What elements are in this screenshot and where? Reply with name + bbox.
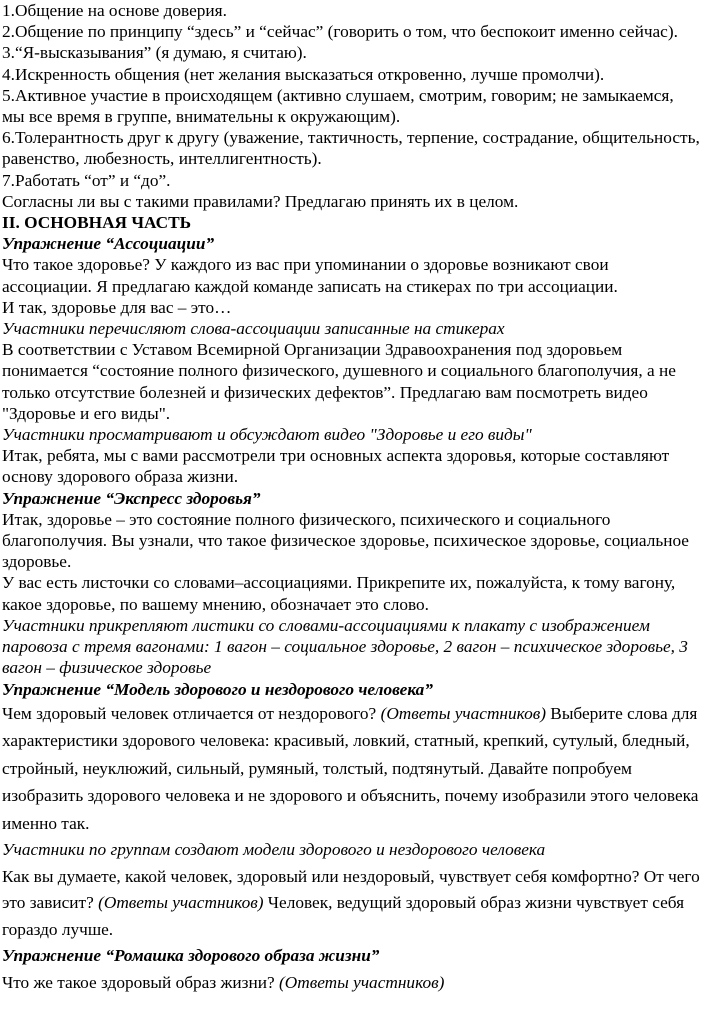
section-heading: II. ОСНОВНАЯ ЧАСТЬ <box>2 213 192 233</box>
rule-item: 4.Искренность общения (нет желания высказаться откровенно, лучше промолчи). <box>2 64 605 84</box>
paragraph <box>2 864 700 944</box>
rule-item: 5.Активное участие в происходящем (активно слушаем, смотрим, говорим; не замыкаемся, мы все время в группе, внимательны к окружающим). <box>2 85 674 127</box>
answers-note: (Ответы участников) <box>98 893 264 913</box>
rules-question: Согласны ли вы с такими правилами? Предлагаю принять их в целом. <box>2 191 519 211</box>
rules-list <box>2 0 700 191</box>
paragraph-text: Человек, ведущий здоровый образ жизни чувствует себя гораздо лучше. <box>2 893 685 939</box>
exercise-title: Упражнение “Экспресс здоровья” <box>2 488 261 508</box>
rule-item: 3.“Я-высказывания” (я думаю, я считаю). <box>2 43 307 63</box>
paragraph-text: Как вы думаете, какой человек, здоровый или нездоровый, чувствует себя комфортно? От чего это зависит? <box>2 866 700 913</box>
exercise-title: Упражнение “Модель здорового и нездорового человека” <box>2 679 433 699</box>
paragraph: Итак, ребята, мы с вами рассмотрели три основных аспекта здоровья, которые составляют основу здорового образа жизни. <box>2 446 670 487</box>
rule-item: 1.Общение на основе доверия. <box>2 1 227 20</box>
participants-note: Участники перечисляют слова-ассоциации записанные на стикерах <box>2 319 505 339</box>
answers-note: (Ответы участников) <box>380 703 546 723</box>
rule-item: 6.Толерантность друг к другу (уважение, тактичность, терпение, сострадание, общительность, равенство, любезность, интеллигентность). <box>2 128 700 169</box>
exercise-title: Упражнение “Ассоциации” <box>2 234 215 254</box>
paragraph: И так, здоровье для вас – это… <box>2 297 232 317</box>
answers-note: (Ответы участников) <box>278 972 445 992</box>
paragraph: У вас есть листочки со словами–ассоциациями. Прикрепите их, пожалуйста, к тому вагону, какое здоровье, по вашему мнению, обозначает это слово. <box>2 573 676 614</box>
paragraph-text: Выберите слова для характеристики здорового человека: красивый, ловкий, статный, крепкий, сутулый, бледный, стройный, неуклюжий, сильный, румяный, толстый, подтянутый. Давайте попробуем изобразить здорового человека и не здорового и объяснить, почему изобразили этого человека именно так. <box>2 703 699 833</box>
participants-note: Участники по группам создают модели здорового и нездорового человека <box>2 840 546 860</box>
paragraph-text: Что же такое здоровый образ жизни? <box>2 972 279 992</box>
exercise-title: Упражнение “Ромашка здорового образа жизни” <box>2 946 380 966</box>
paragraph: Итак, здоровье – это состояние полного физического, психического и социального благополучия. Вы узнали, что такое физическое здоровье, психическое здоровье, социальное здоровье. <box>2 509 689 572</box>
paragraph <box>2 700 700 838</box>
paragraph: Что такое здоровье? У каждого из вас при упоминании о здоровье возникают свои ассоциации. Я предлагаю каждой команде записать на стикерах по три ассоциации. <box>2 255 618 296</box>
participants-note: Участники прикрепляют листики со словами-ассоциациями к плакату с изображением паровоза с тремя вагонами: 1 вагон – социальное здоровье, 2 вагон – психическое здоровье, 3 вагон – физическое здоровье <box>2 615 688 678</box>
participants-note: Участники просматривают и обсуждают видео "Здоровье и его виды" <box>2 425 532 445</box>
paragraph <box>2 970 700 997</box>
rule-item: 2.Общение по принципу “здесь” и “сейчас” (говорить о том, что беспокоит именно сейчас). <box>2 22 678 42</box>
paragraph-text: Чем здоровый человек отличается от нездорового? <box>2 703 381 723</box>
paragraph: В соответствии с Уставом Всемирной Организации Здравоохранения под здоровьем понимается “состояние полного физического, душевного и социального благополучия, а не только отсутствие болезней и физических дефектов”. Предлагаю вам посмотреть видео "Здоровье и его виды". <box>2 340 676 423</box>
rule-item: 7.Работать “от” и “до”. <box>2 170 171 190</box>
